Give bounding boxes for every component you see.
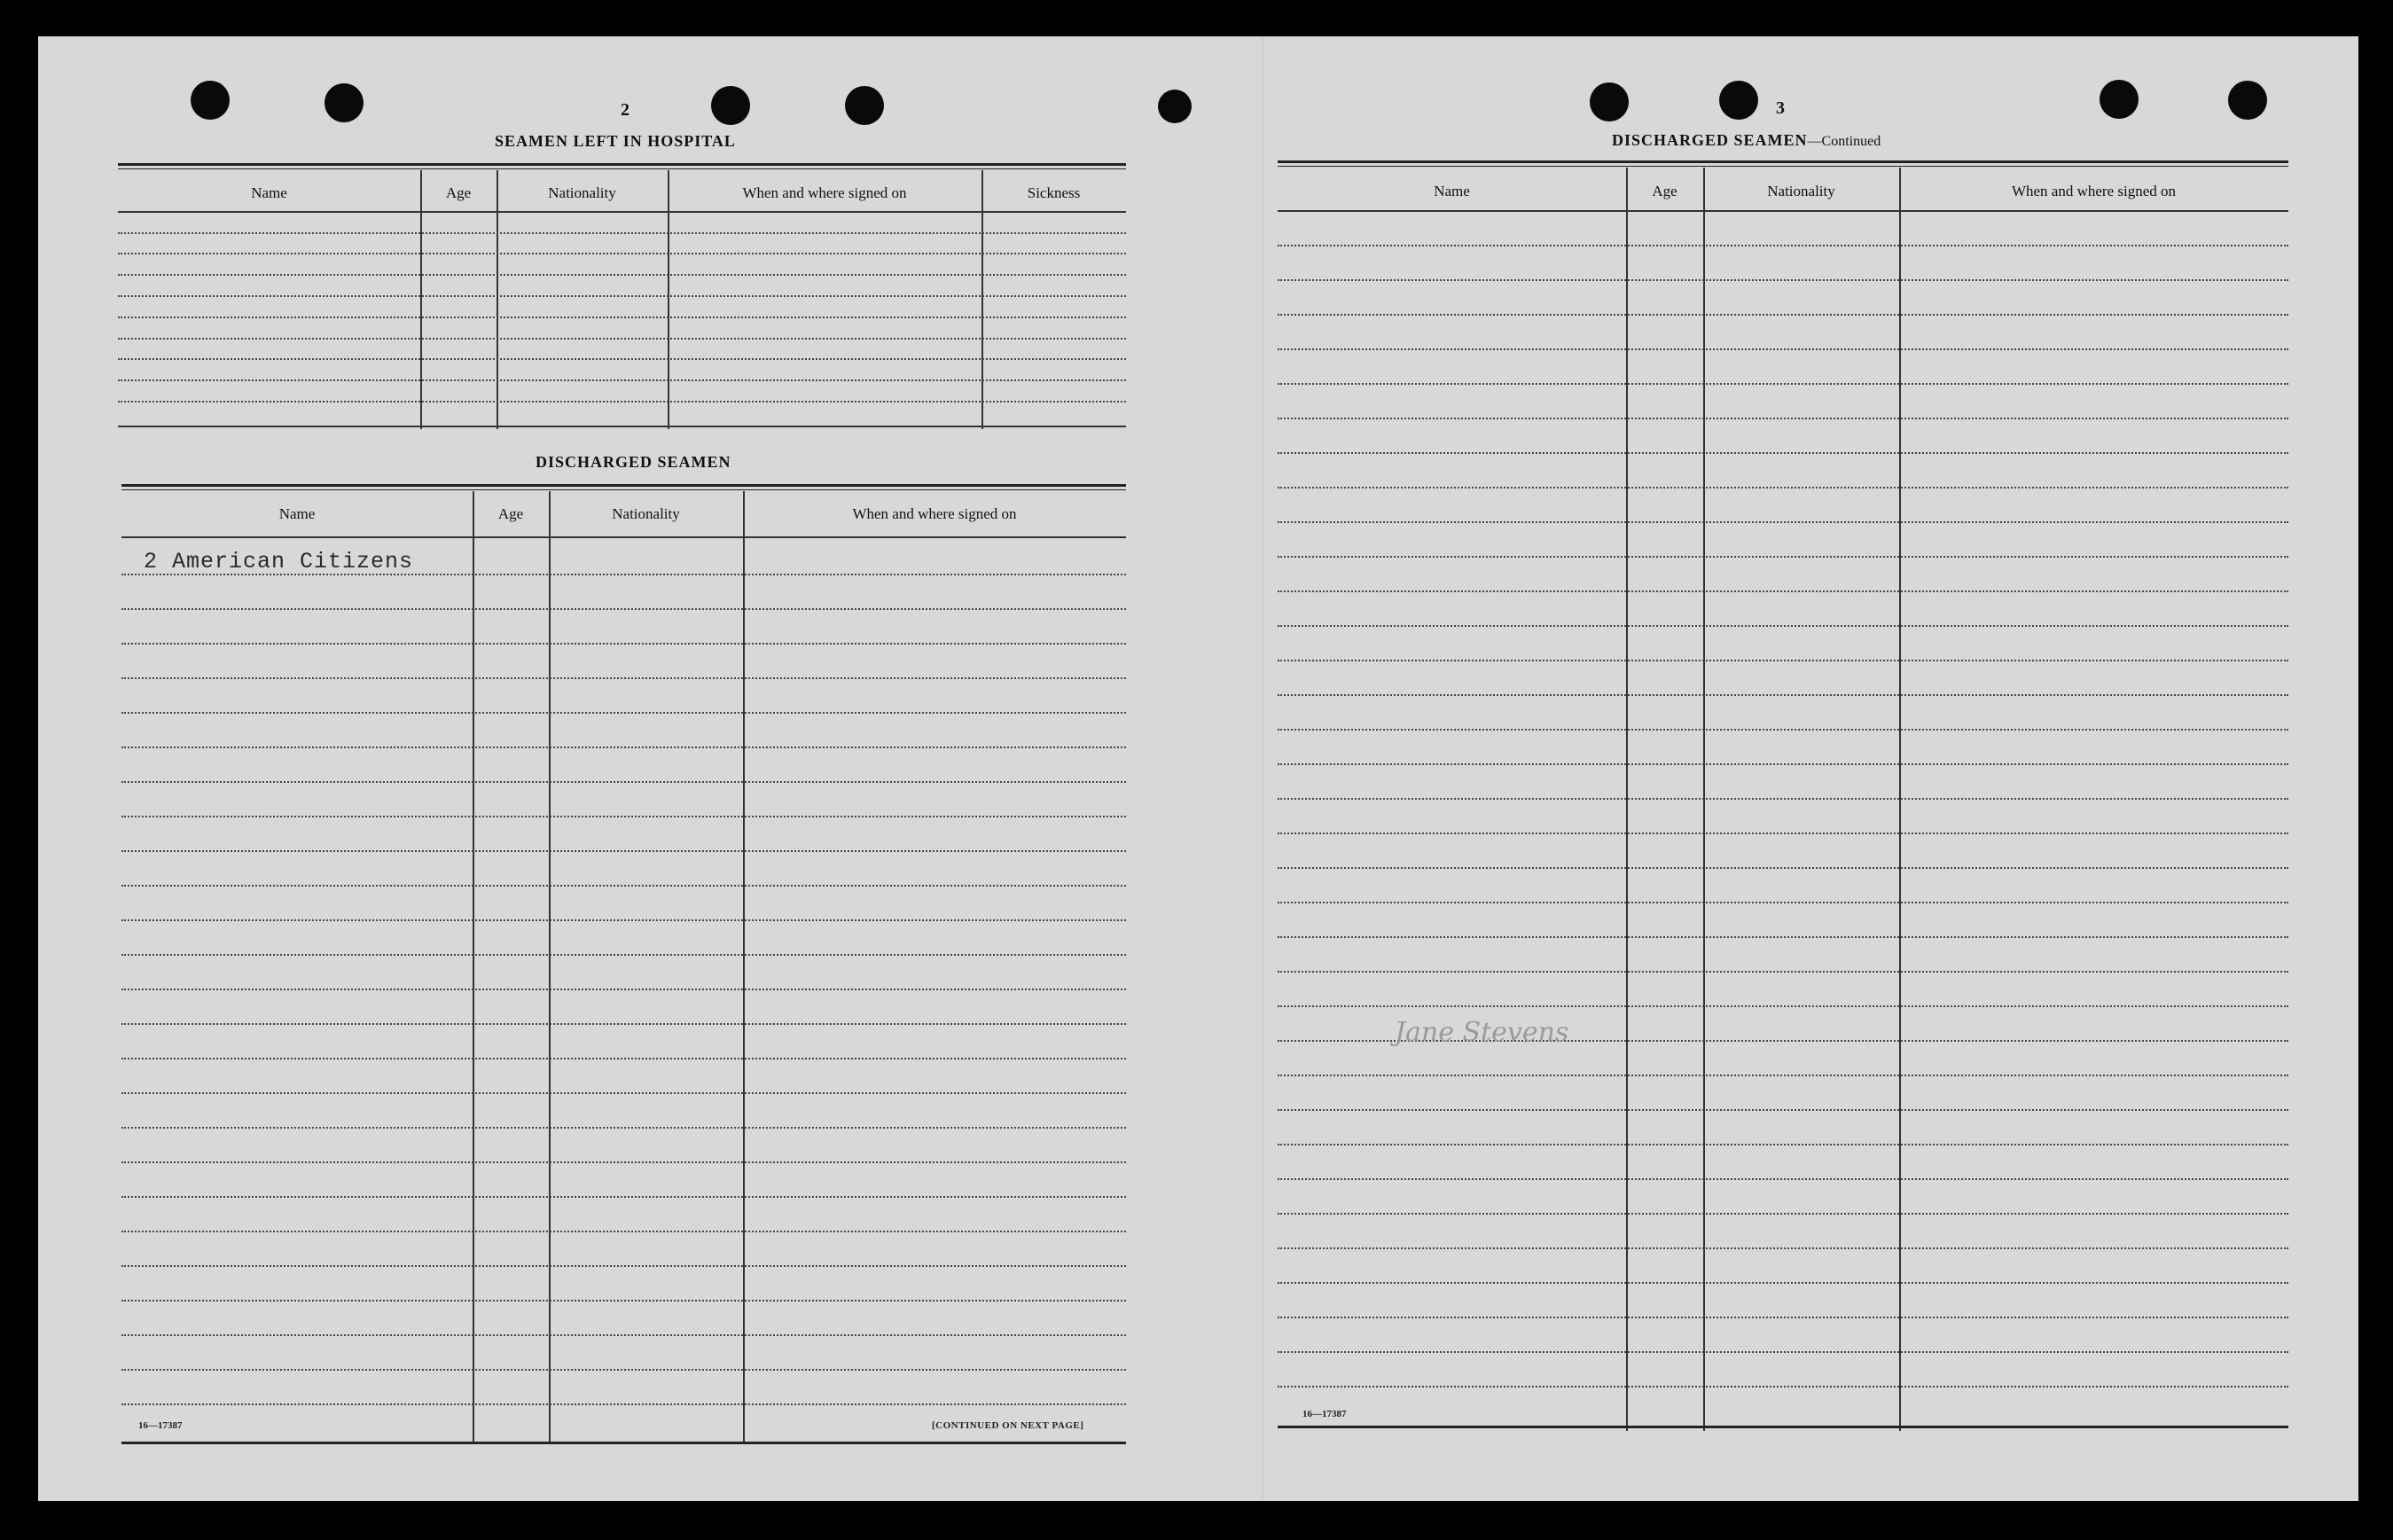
discharged-continued-title — [1612, 131, 1881, 150]
column-header-nationality: Nationality — [1767, 183, 1835, 199]
discharged-table-right — [1278, 160, 2288, 1437]
punch-hole — [2100, 80, 2139, 119]
punch-hole — [325, 83, 364, 122]
column-header-nationality: Nationality — [548, 184, 616, 201]
document-sheet — [38, 36, 2358, 1501]
continued-suffix: —Continued — [1807, 134, 1881, 149]
hospital-table — [118, 163, 1126, 431]
punch-hole — [1719, 81, 1758, 120]
column-header-nationality: Nationality — [612, 505, 680, 522]
discharged-continued-title-text: DISCHARGED SEAMEN — [1612, 131, 1808, 149]
hospital-section-title: SEAMEN LEFT IN HOSPITAL — [495, 132, 736, 150]
column-header-name: Name — [278, 505, 316, 522]
punch-hole — [2228, 81, 2267, 120]
show-through-signature: Jane Stevens — [1395, 1017, 1569, 1048]
column-header-when-where: When and where signed on — [2011, 183, 2177, 199]
column-header-when-where: When and where signed on — [742, 184, 907, 201]
right-page-number: 3 — [1776, 98, 1785, 118]
discharged-table-left — [121, 484, 1126, 1450]
punch-hole — [1158, 90, 1192, 123]
column-header-age: Age — [497, 505, 524, 522]
punch-hole — [191, 81, 230, 120]
punch-hole — [845, 86, 884, 125]
punch-hole — [711, 86, 750, 125]
column-header-sickness: Sickness — [1027, 184, 1081, 201]
discharged-entry: 2 American Citizens — [144, 549, 414, 575]
left-page-number: 2 — [621, 100, 630, 120]
column-header-when-where: When and where signed on — [852, 505, 1017, 522]
column-header-name: Name — [251, 184, 287, 201]
page-fold — [1262, 36, 1263, 1501]
punch-hole — [1590, 82, 1629, 121]
column-header-age: Age — [445, 184, 472, 201]
discharged-section-title: DISCHARGED SEAMEN — [536, 453, 731, 471]
column-header-age: Age — [1652, 183, 1677, 199]
form-number-right: 16—17387 — [1302, 1409, 1347, 1419]
column-header-name: Name — [1434, 183, 1470, 199]
continued-footnote: [CONTINUED ON NEXT PAGE] — [932, 1420, 1084, 1431]
form-number-left: 16—17387 — [138, 1420, 183, 1431]
